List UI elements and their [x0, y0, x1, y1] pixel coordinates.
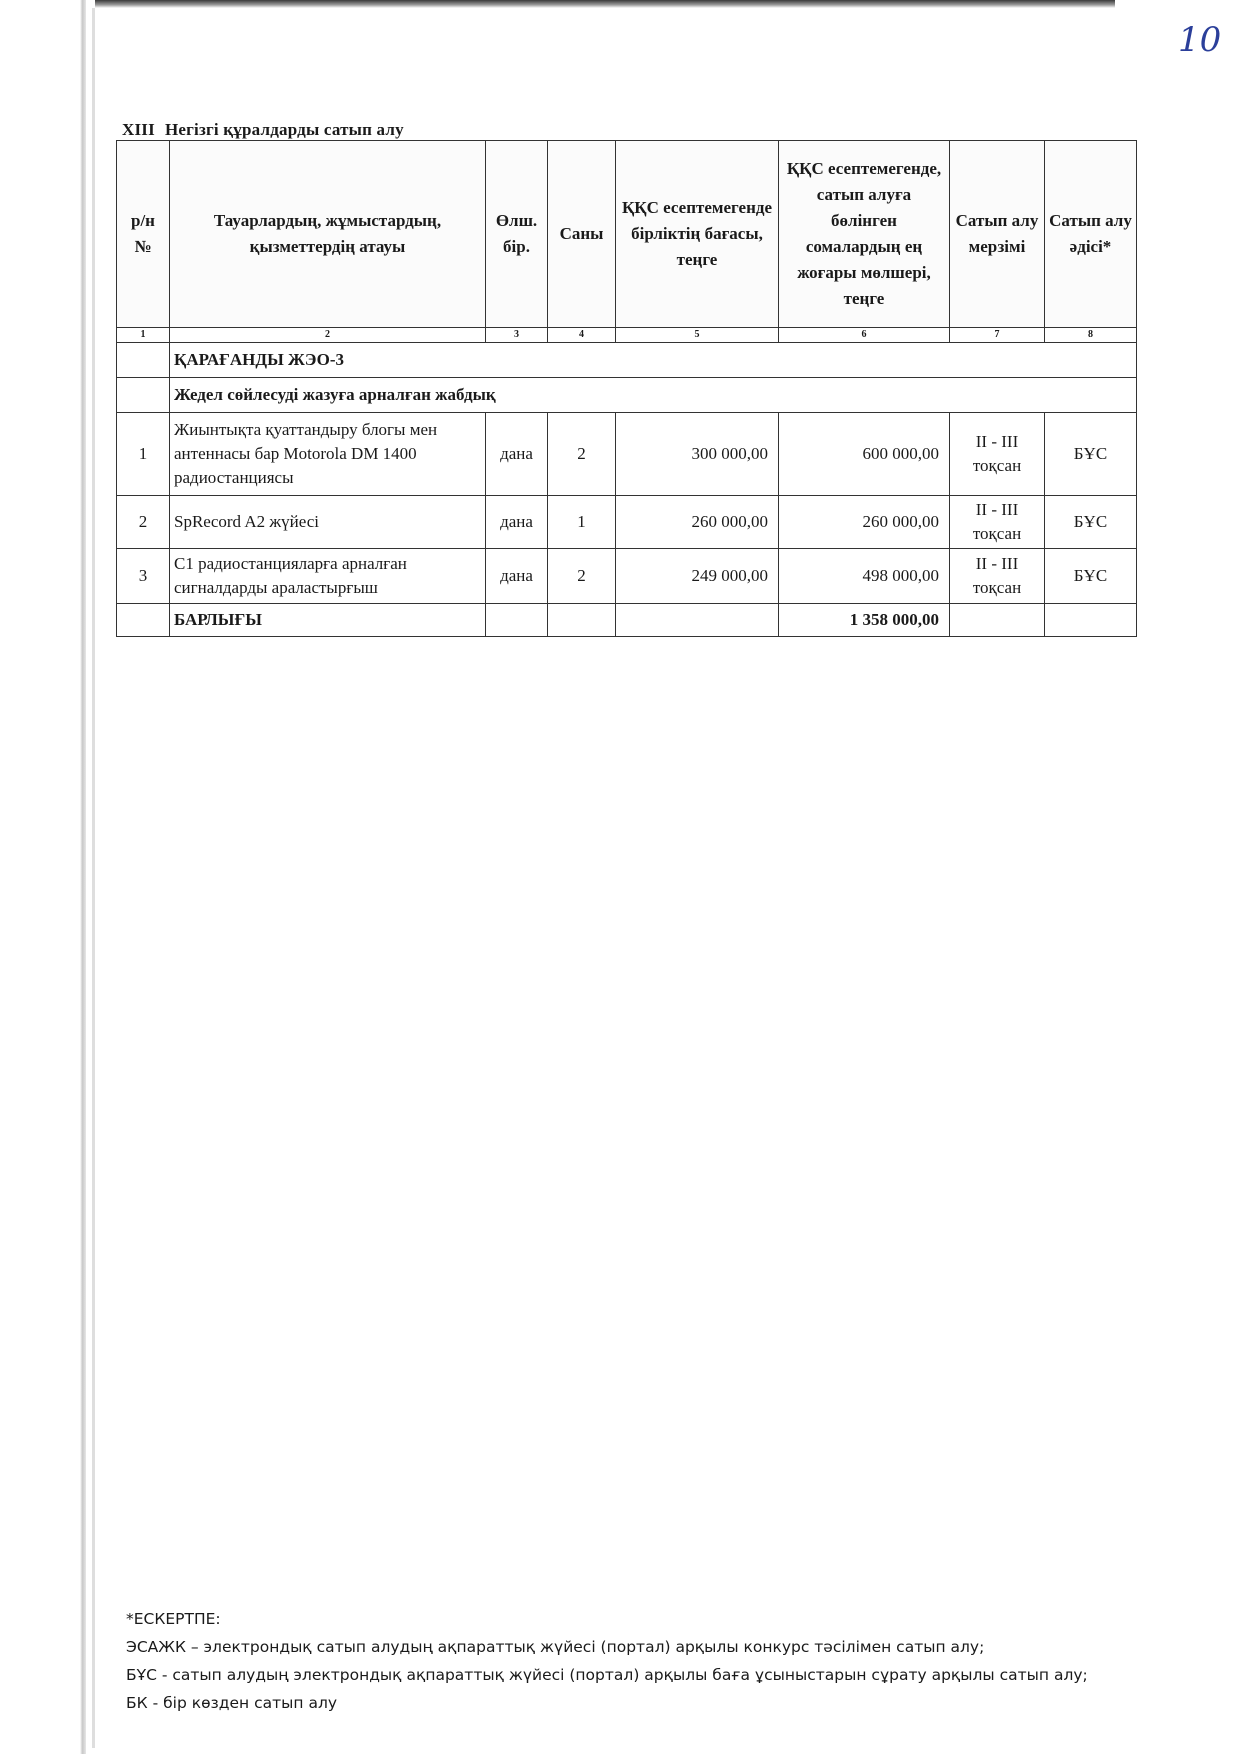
scan-edge-left-line: [92, 8, 95, 1748]
item-method: БҰС: [1045, 549, 1137, 604]
column-number: 1: [117, 328, 170, 343]
header-method: Сатып алу әдісі*: [1045, 141, 1137, 328]
column-number: 6: [779, 328, 950, 343]
table-row: [117, 549, 1137, 604]
header-quantity: Саны: [548, 141, 616, 328]
section-title: [122, 120, 404, 140]
item-period: II - III тоқсан: [950, 549, 1045, 604]
scan-edge-top: [95, 0, 1115, 8]
column-number: 8: [1045, 328, 1137, 343]
item-unit: дана: [486, 413, 548, 496]
item-unit-price: 260 000,00: [616, 496, 779, 549]
column-number: 7: [950, 328, 1045, 343]
item-method: БҰС: [1045, 496, 1137, 549]
column-number: 5: [616, 328, 779, 343]
table-row: [117, 496, 1137, 549]
total-row: [117, 604, 1137, 637]
footnote-line: ЭСАЖК – электрондық сатып алудың ақпараттық жүйесі (портал) арқылы конкурс тәсілімен сатып алу;: [126, 1638, 985, 1656]
item-period: II - III тоқсан: [950, 413, 1045, 496]
item-unit: дана: [486, 496, 548, 549]
column-number: 2: [170, 328, 486, 343]
item-unit: дана: [486, 549, 548, 604]
item-method: БҰС: [1045, 413, 1137, 496]
header-period: Сатып алу мерзімі: [950, 141, 1045, 328]
row-number: 1: [117, 413, 170, 496]
column-number-row: [117, 328, 1137, 343]
item-name: C1 радиостанцияларға арналған сигналдарды араластырғыш: [170, 549, 486, 604]
header-row-number: р/н №: [117, 141, 170, 328]
item-total: 498 000,00: [779, 549, 950, 604]
category-row: [117, 378, 1137, 413]
handwritten-page-number: 10: [1178, 20, 1222, 60]
header-name: Тауарлардың, жұмыстардың, қызметтердің атауы: [170, 141, 486, 328]
row-number: 3: [117, 549, 170, 604]
item-name: SpRecord A2 жүйесі: [170, 496, 486, 549]
item-name: Жиынтықта қуаттандыру блогы мен антеннасы бар Motorola DM 1400 радиостанциясы: [170, 413, 486, 496]
header-unit-price: ҚҚС есептемегенде бірліктің бағасы, теңге: [616, 141, 779, 328]
item-quantity: 1: [548, 496, 616, 549]
scan-edge-left: [80, 0, 86, 1754]
item-unit-price: 249 000,00: [616, 549, 779, 604]
table-row: [117, 413, 1137, 496]
item-unit-price: 300 000,00: [616, 413, 779, 496]
organization-row: [117, 343, 1137, 378]
organization-name: ҚАРАҒАНДЫ ЖЭО-3: [170, 343, 1137, 378]
header-unit: Өлш. бір.: [486, 141, 548, 328]
footnote: [126, 1605, 1088, 1717]
procurement-table: [116, 140, 1137, 637]
column-number: 3: [486, 328, 548, 343]
item-quantity: 2: [548, 413, 616, 496]
footnote-title: *ЕСКЕРТПЕ:: [126, 1610, 221, 1628]
total-label: БАРЛЫҒЫ: [170, 604, 486, 637]
section-title-text: Негізгі құралдарды сатып алу: [164, 120, 404, 139]
table-header-row: [117, 141, 1137, 328]
header-max-amount: ҚҚС есептемегенде, сатып алуға бөлінген сомалардың ең жоғары мөлшері, теңге: [779, 141, 950, 328]
item-period: II - III тоқсан: [950, 496, 1045, 549]
item-quantity: 2: [548, 549, 616, 604]
item-total: 600 000,00: [779, 413, 950, 496]
row-number: 2: [117, 496, 170, 549]
item-total: 260 000,00: [779, 496, 950, 549]
section-number: XIII: [122, 120, 155, 139]
footnote-line: БК - бір көзден сатып алу: [126, 1694, 338, 1712]
category-name: Жедел сөйлесуді жазуға арналған жабдық: [170, 378, 1137, 413]
footnote-line: БҰС - сатып алудың электрондық ақпараттық жүйесі (портал) арқылы баға ұсыныстарын сұрату арқылы сатып алу;: [126, 1666, 1088, 1684]
total-value: 1 358 000,00: [779, 604, 950, 637]
column-number: 4: [548, 328, 616, 343]
